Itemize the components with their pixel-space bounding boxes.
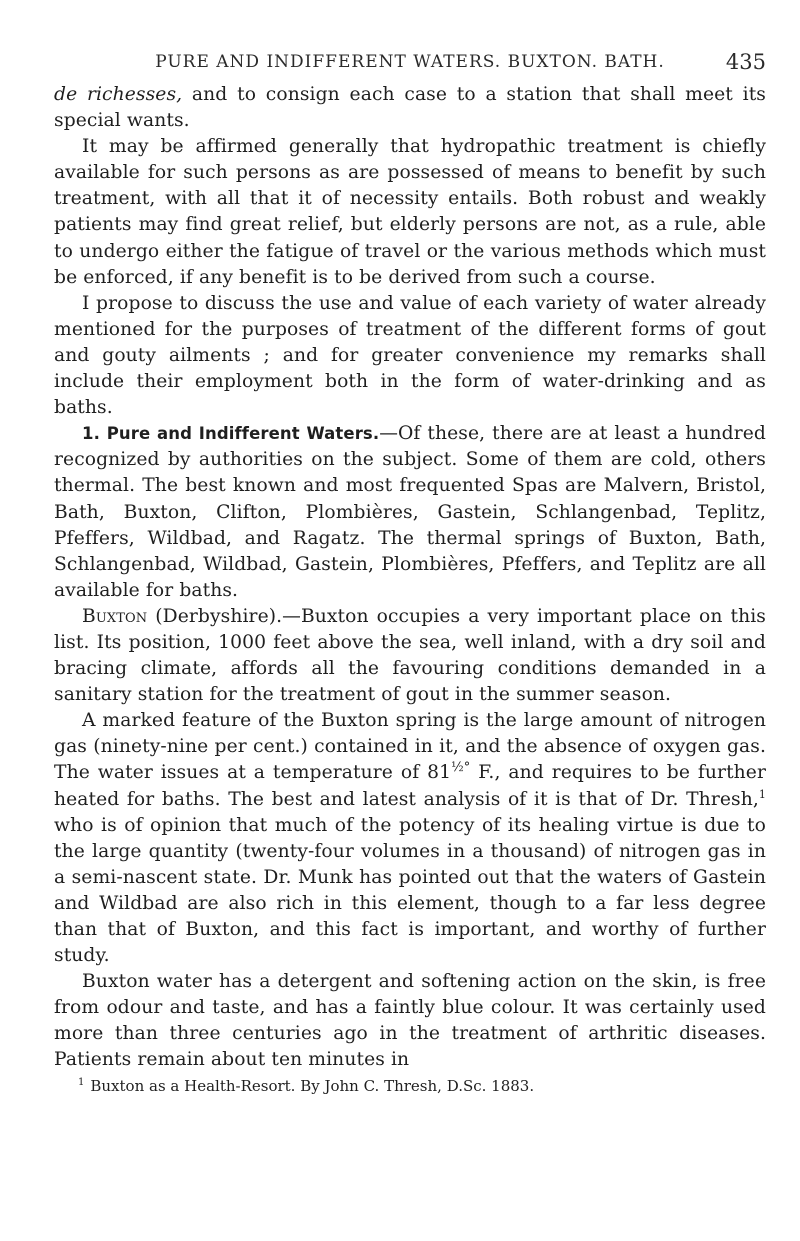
paragraph-text: who is of opinion that much of the potency of its healing virtue is due to the large quantity (twenty-four volumes in a thousand) of nitrogen gas in a semi-nascent state. Dr. Munk has pointed out that the waters of Gastein and Wildbad are also rich in this element, though to a far less degree than that of Buxton, and this fact is important, and worthy of further study. [54, 814, 766, 967]
italic-phrase: de richesses, [54, 84, 183, 105]
paragraph-pure-waters [54, 421, 766, 604]
body-text [54, 82, 766, 1074]
running-head-title: PURE AND INDIFFERENT WATERS. BUXTON. BATH. [155, 52, 665, 72]
paragraph-text: A marked feature of the Buxton spring is the large amount of nitrogen gas (ninety-nine per cent.) contained in it, and the absence of oxygen gas. The water issues at a temperature of 81 [54, 710, 766, 784]
paragraph-text: (Derbyshire).—Buxton occupies a very important place on this list. Its position, 1000 feet above the sea, well inland, with a dry soil and bracing climate, affords all the favouring conditions demanded in a sanitary station for the treatment of gout in the summer season. [54, 605, 766, 706]
paragraph-text: F., and requires to be further heated for baths. The best and latest analysis of it is that of Dr. Thresh, [54, 762, 767, 810]
footnote [54, 1076, 766, 1096]
paragraph-continuation [54, 82, 766, 134]
paragraph-buxton [54, 604, 766, 708]
paragraph-text: —Of these, there are at least a hundred recognized by authorities on the subject. Some of them are cold, others thermal. The best known and most frequented Spas are Malvern, Bristol, Bath, Buxton, Clifton, Plombières, Gastein, Schlangenbad, Teplitz, Pfeffers, Wildbad, and Ragatz. The thermal springs of Buxton, Bath, Schlangenbad, Wildbad, Gastein, Plombières, Pfeffers, and Teplitz are all available for baths. [54, 423, 766, 601]
section-heading: 1. Pure and Indifferent Waters. [82, 424, 380, 444]
footnote-mark: 1 [78, 1076, 85, 1088]
page-number: 435 [725, 50, 766, 74]
paragraph-detergent: Buxton water has a detergent and softening action on the skin, is free from odour and taste, and has a faintly blue colour. It was certainly used more than three centuries ago in the treatment of arthritic diseases. Patients remain about ten minutes in [54, 971, 766, 1071]
footnote-reference[interactable]: 1 [758, 787, 766, 801]
paragraph-propose: I propose to discuss the use and value of each variety of water already mentioned for the purposes of treatment of the different forms of gout and gouty ailments ; and for greater convenience my remarks shall include their employment both in the form of water-drinking and as baths. [54, 292, 766, 419]
book-page [54, 42, 766, 1096]
temperature-fraction: ½° [451, 760, 471, 776]
footnote-text: Buxton as a Health-Resort. By John C. Thresh, D.Sc. 1883. [90, 1076, 535, 1095]
place-name-buxton: Buxton [82, 605, 148, 627]
paragraph-text: and to consign each case to a station that shall meet its special wants. [54, 84, 766, 132]
running-head [54, 42, 766, 82]
paragraph-nitrogen [54, 708, 766, 969]
paragraph-hydropathic: It may be affirmed generally that hydropathic treatment is chiefly available for such persons as are possessed of means to benefit by such treatment, with all that it of necessity entails. Both robust and weakly patients may find great relief, but elderly persons are not, as a rule, able to undergo either the fatigue of travel or the various methods which must be enforced, if any benefit is to be derived from such a course. [54, 136, 766, 288]
